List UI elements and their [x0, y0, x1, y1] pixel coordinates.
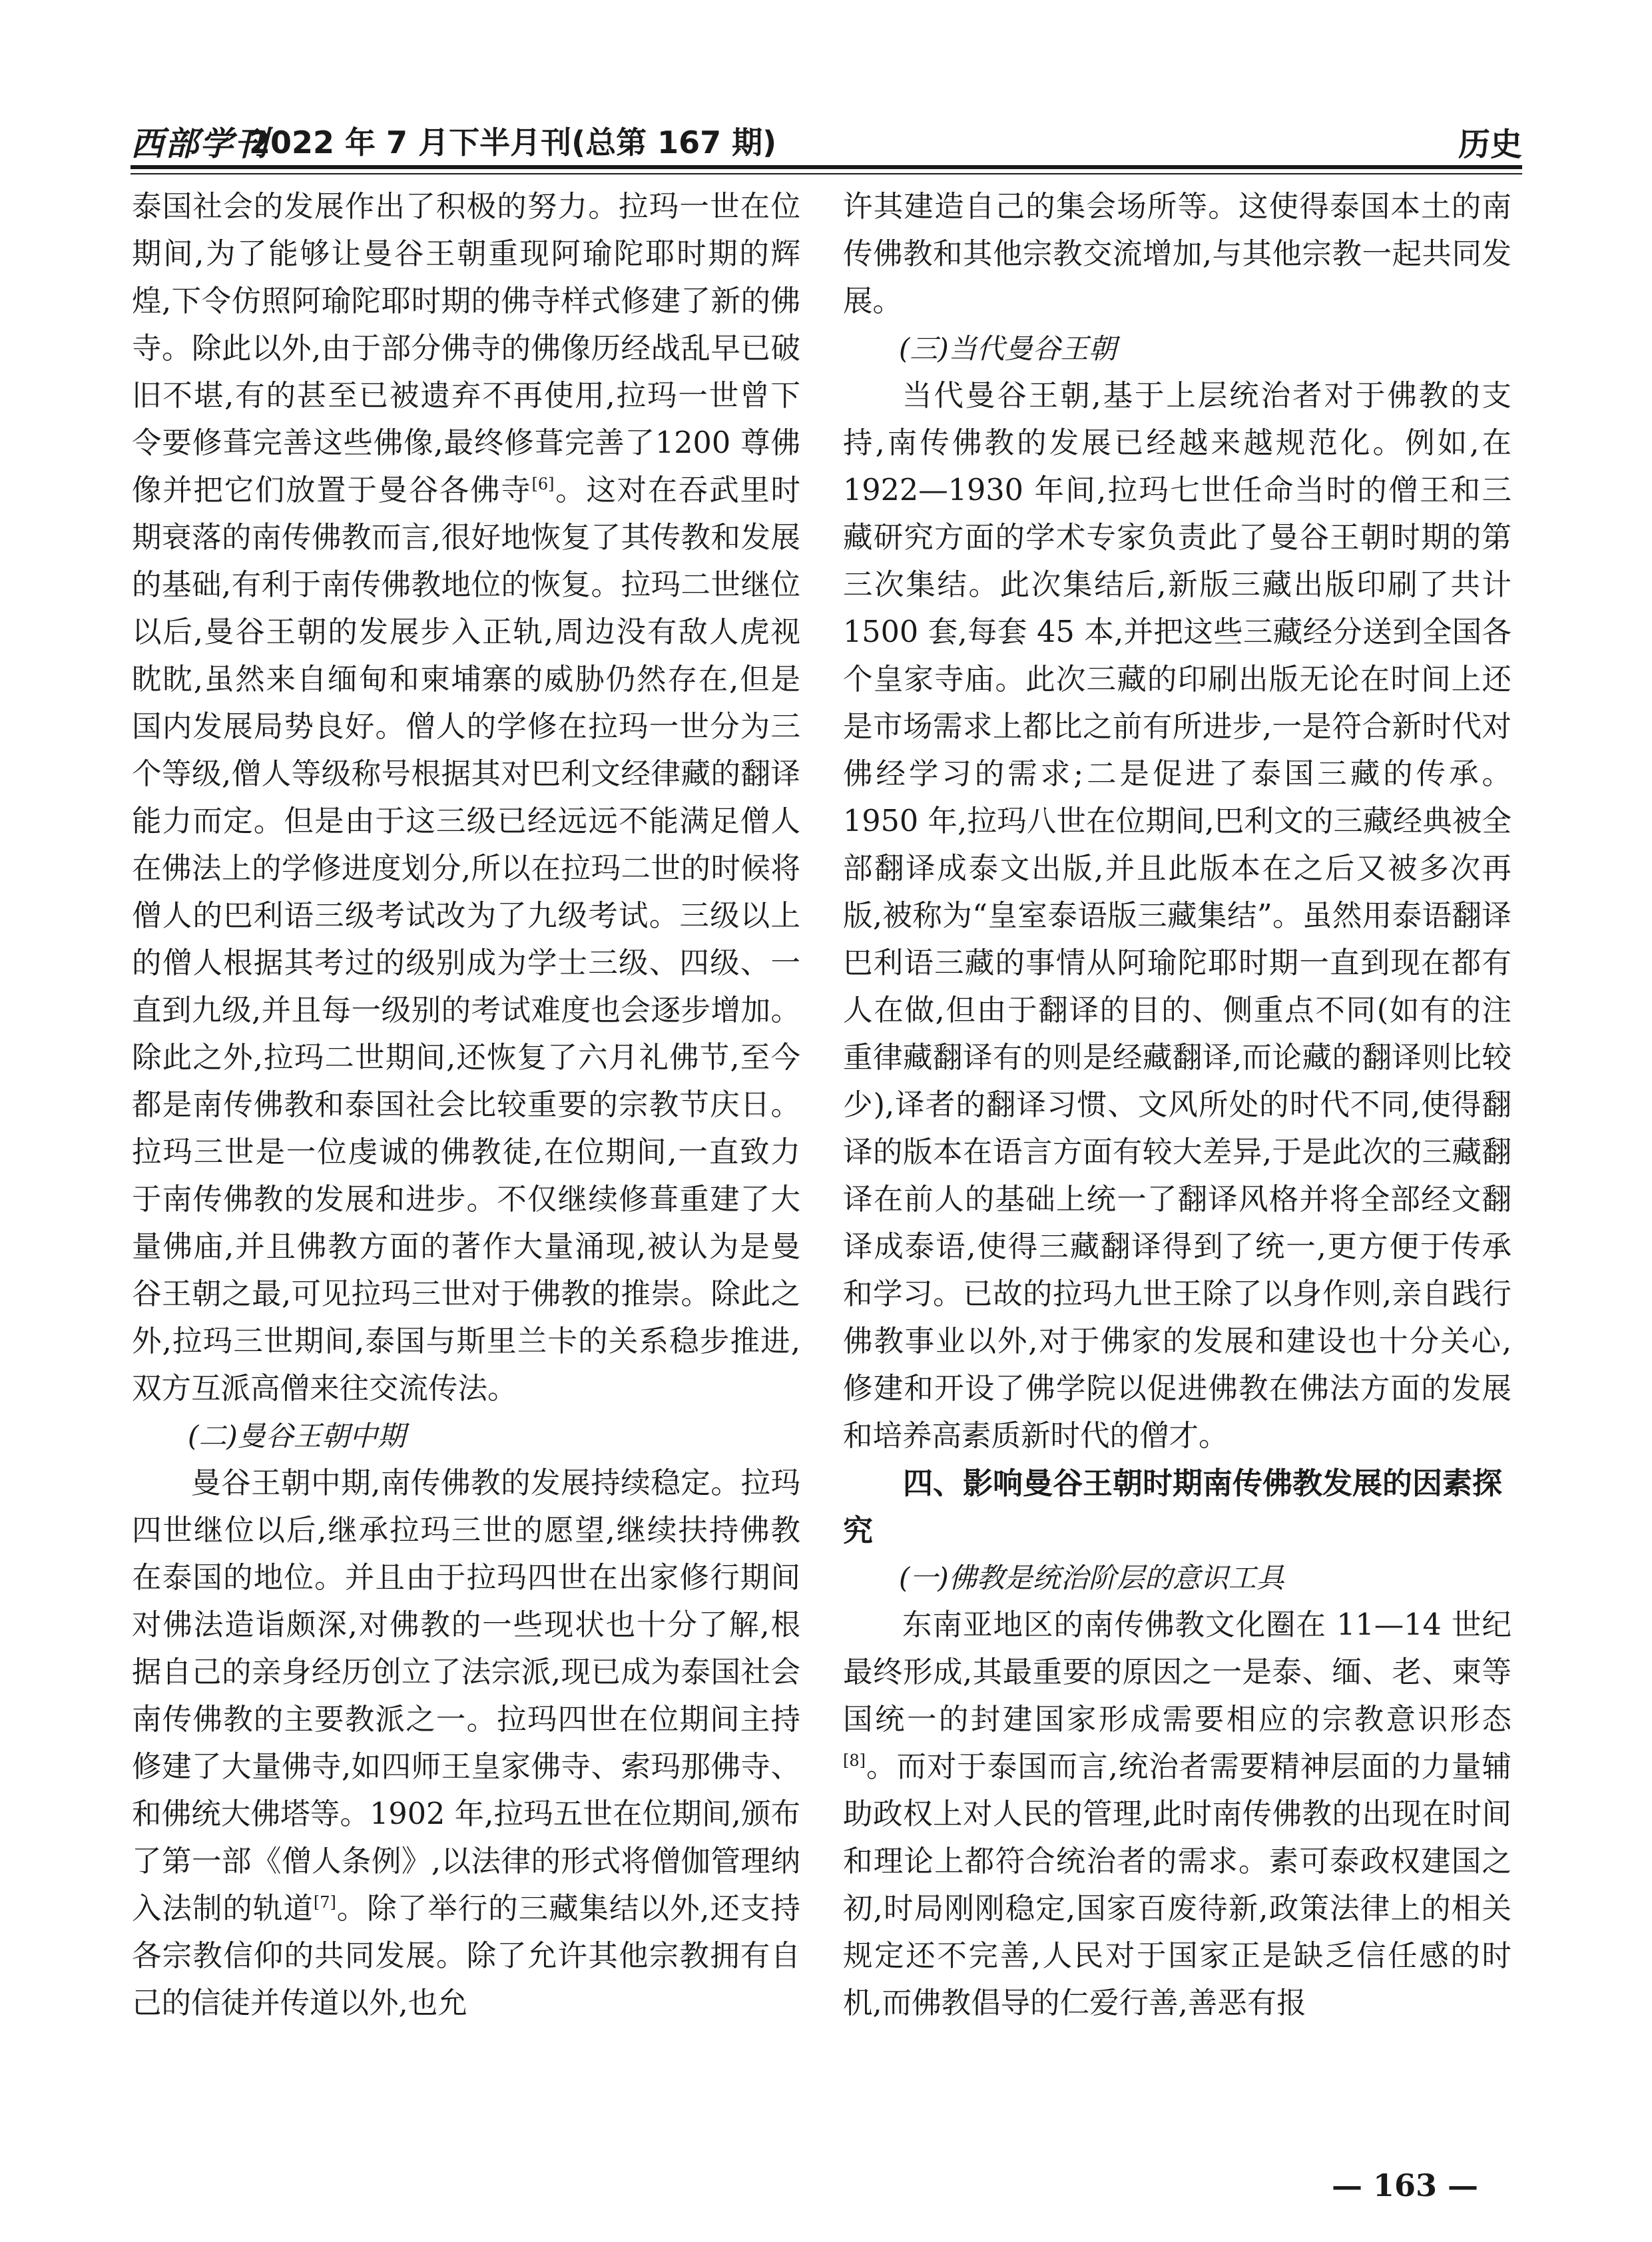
subsection-heading: (一)佛教是统治阶层的意识工具 [899, 1561, 1284, 1594]
paragraph-text: 。除了举行的三藏集结以外,还支持各宗教信仰的共同发展。除了允许其他宗教拥有自己的信徒并传道以外,也允 [132, 1892, 800, 2020]
subsection-heading: (二)曼谷王朝中期 [188, 1420, 406, 1452]
paragraph [132, 1460, 800, 2027]
left-column [132, 183, 800, 2027]
paragraph: 当代曼谷王朝,基于上层统治者对于佛教的支持,南传佛教的发展已经越来越规范化。例如,在1922—1930 年间,拉玛七世任命当时的僧王和三藏研究方面的学术专家负责此了曼谷王朝时期的第三次集结。此次集结后,新版三藏出版印刷了共计1500 套,每套 45 本,并把这些三藏经分送到全国各个皇家寺庙。此次三藏的印刷出版无论在时间上还是市场需求上都比之前有所进步,一是符合新时代对佛经学习的需求;二是促进了泰国三藏的传承。1950 年,拉玛八世在位期间,巴利文的三藏经典被全部翻译成泰文出版,并且此版本在之后又被多次再版,被称为“皇室泰语版三藏集结”。虽然用泰语翻译巴利语三藏的事情从阿瑜陀耶时期一直到现在都有人在做,但由于翻译的目的、侧重点不同(如有的注重律藏翻译有的则是经藏翻译,而论藏的翻译则比较少),译者的翻译习惯、文风所处的时代不同,使得翻译的版本在语言方面有较大差异,于是此次的三藏翻译在前人的基础上统一了翻译风格并将全部经文翻译成泰语,使得三藏翻译得到了统一,更方便于传承和学习。已故的拉玛九世王除了以身作则,亲自践行佛教事业以外,对于佛家的发展和建设也十分关心,修建和开设了佛学院以促进佛教在佛法方面的发展和培养高素质新时代的僧才。 [843, 379, 1512, 1453]
paragraph-text: 曼谷王朝中期,南传佛教的发展持续稳定。拉玛四世继位以后,继承拉玛三世的愿望,继续扶持佛教在泰国的地位。并且由于拉玛四世在出家修行期间对佛法造诣颇深,对佛教的一些现状也十分了解,根据自己的亲身经历创立了法宗派,现已成为泰国社会南传佛教的主要教派之一。拉玛四世在位期间主持修建了大量佛寺,如四师王皇家佛寺、索玛那佛寺、和佛统大佛塔等。1902 年,拉玛五世在位期间,颁布了第一部《僧人条例》,以法律的形式将僧伽管理纳入法制的轨道 [132, 1466, 800, 1926]
citation-ref: [8] [843, 1751, 866, 1771]
issue-info: 2022 年 7 月下半月刊(总第 167 期) [249, 125, 777, 160]
header-rule-thick [131, 165, 1522, 169]
paragraph-text: 。这对在吞武里时期衰落的南传佛教而言,很好地恢复了其传教和发展的基础,有利于南传佛教地位的恢复。拉玛二世继位以后,曼谷王朝的发展步入正轨,周边没有敌人虎视眈眈,虽然来自缅甸和柬埔寨的威胁仍然存在,但是国内发展局势良好。僧人的学修在拉玛一世分为三个等级,僧人等级称号根据其对巴利文经律藏的翻译能力而定。但是由于这三级已经远远不能满足僧人在佛法上的学修进度划分,所以在拉玛二世的时候将僧人的巴利语三级考试改为了九级考试。三级以上的僧人根据其考过的级别成为学士三级、四级、一直到九级,并且每一级别的考试难度也会逐步增加。除此之外,拉玛二世期间,还恢复了六月礼佛节,至今都是南传佛教和泰国社会比较重要的宗教节庆日。拉玛三世是一位虔诚的佛教徒,在位期间,一直致力于南传佛教的发展和进步。不仅继续修葺重建了大量佛庙,并且佛教方面的著作大量涌现,被认为是曼谷王朝之最,可见拉玛三世对于佛教的推崇。除此之外,拉玛三世期间,泰国与斯里兰卡的关系稳步推进,双方互派高僧来往交流传法。 [132, 473, 800, 1406]
paragraph-continued [132, 183, 800, 1412]
section-label: 历史 [1458, 126, 1522, 163]
subsection-heading: (三)当代曼谷王朝 [899, 332, 1117, 365]
header-rule-thin [131, 173, 1522, 174]
paragraph-continued: 许其建造自己的集会场所等。这使得泰国本土的南传佛教和其他宗教交流增加,与其他宗教一起共同发展。 [843, 190, 1512, 318]
paragraph-text: 泰国社会的发展作出了积极的努力。拉玛一世在位期间,为了能够让曼谷王朝重现阿瑜陀耶时期的辉煌,下令仿照阿瑜陀耶时期的佛寺样式修建了新的佛寺。除此以外,由于部分佛寺的佛像历经战乱早已破旧不堪,有的甚至已被遗弃不再使用,拉玛一世曾下令要修葺完善这些佛像,最终修葺完善了1200 尊佛像并把它们放置于曼谷各佛寺 [132, 190, 800, 507]
citation-ref: [6] [531, 475, 555, 494]
journal-logo: 西部学刊 [131, 124, 269, 163]
page-number: — 163 — [1332, 2167, 1479, 2203]
paragraph-text: 。而对于泰国而言,统治者需要精神层面的力量辅助政权上对人民的管理,此时南传佛教的出现在时间和理论上都符合统治者的需求。素可泰政权建国之初,时局刚刚稳定,国家百废待新,政策法律上的相关规定还不完善,人民对于国家正是缺乏信任感的时机,而佛教倡导的仁爱行善,善恶有报 [843, 1750, 1512, 2020]
section-heading: 四、影响曼谷王朝时期南传佛教发展的因素探究 [843, 1466, 1503, 1548]
paragraph-text: 东南亚地区的南传佛教文化圈在 11—14 世纪最终形成,其最重要的原因之一是泰、缅、老、柬等国统一的封建国家形成需要相应的宗教意识形态 [843, 1608, 1512, 1737]
paragraph [843, 1601, 1512, 2027]
right-column [843, 183, 1512, 2027]
citation-ref: [7] [313, 1893, 336, 1912]
running-header [131, 117, 1522, 163]
